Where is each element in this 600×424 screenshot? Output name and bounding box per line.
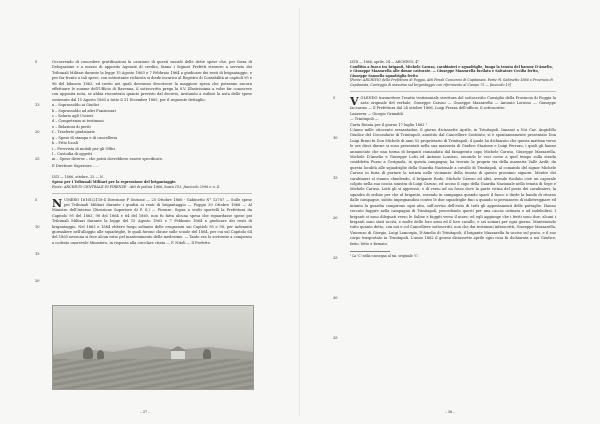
page-number: – 38 – xyxy=(445,410,455,414)
line-number: 35 xyxy=(333,335,338,340)
list-item: h – Fitto locali xyxy=(52,141,79,146)
place-line: — Trinitapoli — xyxy=(350,117,379,122)
list-item: c – Salario agli Uscieri xyxy=(52,114,94,119)
right-text-column xyxy=(333,60,556,340)
line-number: 5 xyxy=(35,197,38,202)
closing-signature: Il Direttore Superiore ...... xyxy=(52,163,100,168)
list-item: b – Soprassoldo ad altri Funzionari xyxy=(52,108,116,113)
expense-list xyxy=(35,103,252,162)
line-number: 15 xyxy=(35,251,40,256)
drop-cap: N xyxy=(52,196,63,210)
line-number: 20 xyxy=(333,215,338,220)
document-source: Fonte: ARCHIVIO CENTRALE DI FIRENZE - Atti di polizia 1866, busta 153, fascicolo 2096 e n. 4. xyxy=(52,184,221,189)
line-number: 25 xyxy=(333,255,338,260)
document-source: [Fonte: ARCHIVIO della Prefettura di Foggia, Atti Penali Consorzio di Capitanata. Parte 91 Gabinetto 1866 o Provincia di Capitanata, Carteggio di massima sul brigantaggio con riferimento al Campo 75 — fascicolo 10] xyxy=(350,78,553,87)
line-number: 20 xyxy=(35,278,40,283)
line-number: 30 xyxy=(333,295,338,300)
farmhouse-shape xyxy=(171,351,185,359)
list-item: 20 f – Trasferte giudiziarie xyxy=(35,130,95,135)
list-item: l – Custodia di oggetti xyxy=(52,151,93,156)
line-number: 15 xyxy=(333,175,338,180)
line-number: 10 xyxy=(333,135,338,140)
list-item: 25 m – Spese diverse – che potrà dovrebbero essere specificate. xyxy=(35,157,164,162)
signature-line: Lanzerra — Giorgio Grimaldi xyxy=(350,111,403,116)
line-number: 10 xyxy=(35,224,40,229)
list-item: e – Relazioni di periti xyxy=(52,124,91,129)
left-text-column xyxy=(35,60,252,283)
line-number: 5 xyxy=(35,60,38,64)
divider xyxy=(350,91,556,92)
document-reference: LVIII — 1866, aprile, 24 — ARCHIVIO, 4° xyxy=(350,60,419,64)
body-paragraph: UMERO 16161/2118-4 Direzione F Sezione — 25 Ottobre 1866 - Gabinetto N° 12787 — Sulle spese pei Tribunali Militari durante i giudizi ai reati di brigantaggio — Foggia 30 Ottobre 1866 — Al Ministro dell'Interno (Direzione Superiore di P. S.) — Firenze. Sopra a svolti sportelli la Prefettura da Capitolo 95 del 1863, 98 del 1864 e 64 del 1865, non fu fatta alcuna spesa che riguardasse spese pei Tribunali Militari durante la legge del 15 Agosto 1863 e 7 Febbraio 1864 a giudicare dei reati di brigantaggio. Nel 1863 e 1864 ebbero luogo soltanto delle erogazioni sui Capitoli 95 e 98, per indennità giornaliere nell'alloggio alle squadriglie, le quali furono chiuse sulle scuole del 1864, per cui sul Capitolo 64 del 1865 nessuna si fece alcun esito pel mantenimento delle medesime. — Tanto era lo scrivente a compenso a codesto onorevole Ministero, in risposta alla circolare citata — F. Nitoli — Il Prefetto xyxy=(52,197,252,245)
page-number: – 37 – xyxy=(140,410,150,414)
list-item: i – Provvista di mobili per gli Uffici xyxy=(52,146,116,151)
document-title: Conflitto a fuoco tra briganti, Michele Caruso, carabinieri e squadriglie, lungo la tenuta del barone D'Amelio, e Giuseppe Mazzarella alle donne catturate. — Giuseppe Mazzarella fucilato e Salvatore Cecilia ferito, Giuseppe Sannella squadriglia ferito xyxy=(350,64,553,78)
field-shape xyxy=(53,359,253,389)
intro-paragraph: OLENDO trasmettere l'esatto testimoniale struttura del sottoscritto Consiglio della Provincia di Foggia la nota originale del verbale, Giuseppe Caruso — Giuseppe Mazzarella — Antonio Lorusso — Giuseppe Iaccarino — Il Prefettura dal 24 ottobre 1866, Luigi Frezza dell'ufficio, il sottoscritto. xyxy=(350,95,556,111)
line-number: 5 xyxy=(333,95,336,100)
divider xyxy=(52,193,252,194)
landscape-photo xyxy=(52,305,254,390)
tree-shape xyxy=(83,347,93,359)
footnote-rule xyxy=(350,251,390,252)
list-item: 13 a – Soprassoldo ai Giudici xyxy=(35,103,99,108)
date-line: Carta Rotata per il giorno 17 luglio 1862 ¹ xyxy=(350,122,428,127)
intro-paragraph: Occorrendo di concedere gratificazioni la cauzione di questi sussidi delle dette spese che, per forza di Delegazione e a mezzo di apposito Agenzie di credito, fanno i Signori Prefetti stessero a servizio dei Tribunali Militari durante la legge 15 Agosto 1863 e 7 Febbraio 1864 a giudicare dei reati di brigantaggio, e per far fronte a tali spese, con sottostante richiesta si diede incarico al Registro di Contabilità ai capitoli 95 e 96 del bilancio 1863, ed invito nei quali dovranno descrivere la maggiore spesa che potranno ancora effettuare le somme dell'Ufficio di Ravenna, il sottoscritto prega la S.V. Illustrissima a voler far conoscere con apposita nota, se abbia riscontrato quanto previsto dal decreto, invitando a esibire la nota delle spese sostenute dal 15 Agosto 1863 a tutto il 31 Dicembre 1865, per il seguente dettaglio: xyxy=(52,60,252,102)
list-item: d – Competenza ai testimoni xyxy=(52,119,104,124)
body-paragraph: L'Anno mille ottocento sessantadue, il giorno diciassette Aprile, in Trinitapoli. Innanzi a Noi Cav. Angiolillo Giudice del Circondario di Trinitapoli, assistito dal Cancelliere Sostituto, si è spontaneamente presentato Don Luigi Bruni fu Don Michele di anni 52 proprietario di Trinitapoli, il quale ha dichiarato che questa mattina verso le ore dieci diurne si sono presentati nella sua masseria di Giudice Stazione e Luigi Ferraro, i quali gli hanno annunciato che una torma di briganti comandata dal famigerato capo Michele Caruso, Giuseppe Mazzarella, Michele D'Amelio e Giuseppe Lotti ed Antonio Lorusso, secondo le voci corse a quel tempo sulla strada cosiddetta Puzzo a Cerignola, in questa campagna; ha trovato la propria via della masseria Valle Ardit, da questa località alle squadriglie della Guardia Nazionale a cavallo di Trinitapoli, al comando del signor Michele Caruso in furia di portare la notizia nelle vicinanze della tenuta di questo prossimo signore. Mentre dei carabinieri si stanno chiudendo, il brigante Rodo, Michele Caruso ed altri, avendo fucilato cioè un caporale colpito nella sua coscia sinistra di Luigi Caruso, ed ucciso il capo della Guardia Nazionale nella tenuta di Sepe e Michele Caruso. Lotti gli si appressò, e di verso ad un fosso dove la parte vicina del posto dei carabinieri, la squadra di ordine per che al brigante, essendo in campagna quando sparò il fuoco e diede la banda di ritorno dalle campagne, subito impegnandosi contro le due squadriglie fino a quando si persuasero di indietreggiare ed intanto la guardia compirono ogni atto, sull'avviso dell'esito di tutti gli appostamenti delle pattuglie. Hanno cercato fuggire nella campagna di Trinitapoli, procedendo questi per una caccia ostinata e ad indebolirsi. I briganti si sono dileguati verso le Saline e fuggiti verso il mare; ed egli aggiunge che i feriti sono due: alcuni i briganti sono stati uccisi, e molte delle loro armi ed il loro cavallo, e sei somari per ogni giorno. Mantenendo tutto quanto detto, con noi e col Cancelliere sottoscritti, non che dai testimoni infrascritti, Giuseppe Mazzarella, Vincenzo di Giorgio, Luigi Lamorgia, D'Amelio di Trinitapoli, il brigante Mazzarella fu ucciso sul posto, e il suo corpo trasportato in Trinitapoli. L'anno 1862 il giorno diciassette aprile ogni cosa fu dichiarata a noi Giudice, fatto, letto e firmato. xyxy=(350,128,556,246)
right-page xyxy=(300,0,600,424)
document-reference: LVII — 1866, ottobre, 25 — N. xyxy=(52,175,104,180)
tree-shape xyxy=(97,350,104,359)
list-item: g – Spese di stampa e di cancelleria xyxy=(52,135,118,140)
tree-shape xyxy=(203,349,211,359)
document-title: Spese per i Tribunali Militari per la repressione del brigantaggio xyxy=(52,179,176,184)
drop-cap: V xyxy=(350,94,359,108)
footnote: ¹ La 'C' nella consegna al ms. originale 'C'. xyxy=(350,253,419,258)
